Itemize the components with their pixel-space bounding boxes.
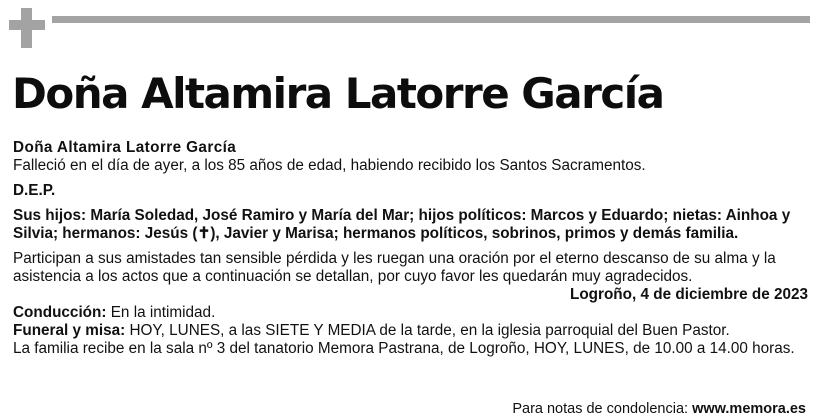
funeral-value: HOY, LUNES, a las SIETE Y MEDIA de la tarde, en la iglesia parroquial del Buen Pastor. — [125, 322, 730, 339]
dep-line: D.E.P. — [13, 182, 56, 199]
place-date: Logroño, 4 de diciembre de 2023 — [569, 286, 808, 303]
family-list — [13, 207, 808, 243]
footer-prefix: Para notas de condolencia: — [512, 401, 693, 417]
family-text-part1: Sus hijos: María Soledad, José Ramiro y María del Mar; hijos políticos: Marcos y Eduardo; nietas: Ainhoa y Silvia; hermanos: Jesús ( — [13, 207, 791, 242]
deceased-name-line: Doña Altamira Latorre García — [13, 139, 237, 156]
invitation-text: Participan a sus amistades tan sensible pérdida y les ruegan una oración por el eterno descanso de su alma y la asistencia a los actos que a continuación se detallan, por cuyo favor les quedarán muy agradecidos. — [13, 250, 776, 285]
header-rule — [52, 16, 810, 23]
latin-cross-icon — [9, 8, 45, 48]
conduction-value: En la intimidad. — [106, 304, 216, 321]
wake-info: La familia recibe en la sala nº 3 del tanatorio Memora Pastrana, de Logroño, HOY, LUNES, de 10.00 a 14.00 horas. — [13, 340, 795, 357]
deceased-name-title: Doña Altamira Latorre García — [12, 69, 664, 118]
funeral-label: Funeral y misa: — [13, 322, 126, 339]
condolence-footer — [512, 400, 806, 418]
conduction-line — [13, 304, 808, 322]
death-notice: Falleció en el día de ayer, a los 85 años de edad, habiendo recibido los Santos Sacramentos. — [13, 157, 646, 174]
funeral-line — [13, 322, 808, 340]
website-link[interactable]: www.memora.es — [692, 401, 806, 417]
conduction-label: Conducción: — [13, 304, 107, 321]
obituary-body — [13, 139, 808, 358]
family-text-part2: ), Javier y Marisa; hermanos políticos, sobrinos, primos y demás familia. — [210, 225, 739, 242]
small-cross-icon: ✝ — [197, 225, 211, 242]
